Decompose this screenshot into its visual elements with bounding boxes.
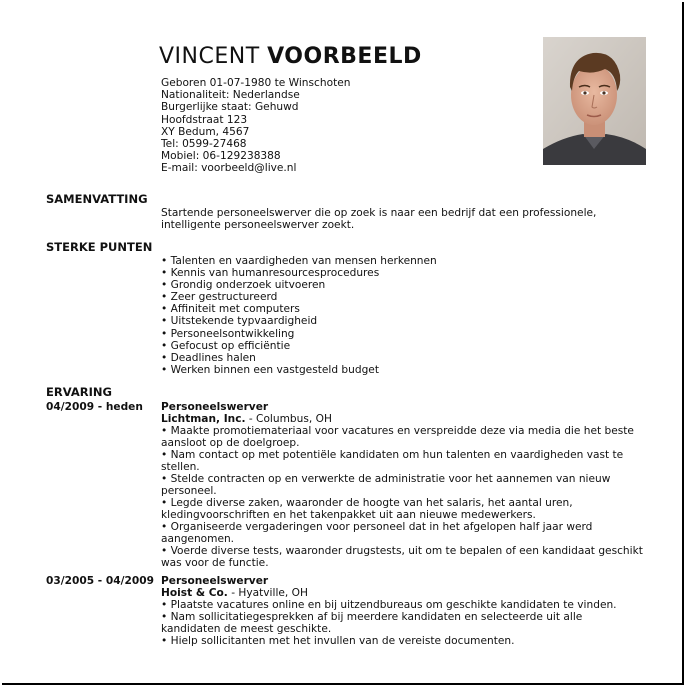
contact-street: Hoofdstraat 123 [161,113,248,126]
job-title: Personeelswerver [161,575,269,587]
job-line: • Nam sollicitatiegesprekken af bij meerdere kandidaten en selecteerde uit alle [161,611,583,623]
job-1 [161,401,643,569]
job-line: • Stelde contracten op en verwerkte de administratie voor het aannemen van nieuw [161,473,611,485]
company-location: - Columbus, OH [245,413,332,425]
list-item: • Affiniteit met computers [161,303,300,316]
contact-email: E-mail: voorbeeld@live.nl [161,162,297,175]
job-line: • Nam contact op met potentiële kandidaten om hun talenten en vaardigheden vast te [161,449,624,461]
job-line: • Voerde diverse tests, waaronder drugstests, uit om te bepalen of een kandidaat geschikt [161,545,643,557]
job-2-date: 03/2005 - 04/2009 [46,575,154,587]
job-line: aangenomen. [161,533,235,545]
summary-line: Startende personeelswerver die op zoek is naar een bedrijf dat een professionele, [161,207,597,219]
company-name: Hoist & Co. [161,587,228,599]
job-line: • Plaatste vacatures online en bij uitzendbureaus om geschikte kandidaten te vinden. [161,599,617,611]
list-item: • Uitstekende typvaardigheid [161,315,318,328]
strengths-heading: STERKE PUNTEN [46,240,153,254]
list-item: • Kennis van humanresourcesprocedures [161,267,380,280]
list-item: • Zeer gestructureerd [161,291,278,304]
strengths-list [161,255,437,376]
list-item: • Gefocust op efficiëntie [161,339,291,352]
last-name: VOORBEELD [267,44,422,69]
job-line: • Maakte promotiemateriaal voor vacatures en verspreidde deze via media die het beste [161,425,634,437]
summary-heading: SAMENVATTING [46,192,148,206]
job-1-date: 04/2009 - heden [46,401,143,413]
list-item: • Personeelsontwikkeling [161,327,295,340]
summary-line: intelligente personeelswerver zoekt. [161,219,355,232]
candidate-name [159,44,422,69]
job-line: • Organiseerde vergaderingen voor personeel dat in het afgelopen half jaar werd [161,521,593,533]
job-line: was voor de functie. [161,557,269,569]
job-employer [161,413,643,425]
contact-marital-status: Burgerlijke staat: Gehuwd [161,101,299,114]
contact-info [161,77,350,175]
first-name: VINCENT [159,44,260,69]
summary-text [161,207,596,231]
job-line: kandidaten de meest geschikte. [161,623,332,635]
list-item: • Grondig onderzoek uitvoeren [161,279,326,292]
job-line: aansloot op de doelgroep. [161,437,300,449]
job-employer [161,587,617,599]
contact-city: XY Bedum, 4567 [161,125,250,138]
contact-phone: Tel: 0599-27468 [161,138,247,151]
experience-heading: ERVARING [46,385,112,399]
job-line: stellen. [161,461,200,473]
job-line: personeel. [161,485,217,497]
list-item: • Deadlines halen [161,351,256,364]
resume-page [2,2,684,685]
job-line: • Hielp sollicitanten met het invullen van de vereiste documenten. [161,635,515,647]
company-name: Lichtman, Inc. [161,413,246,425]
job-line: kledingvoorschriften en het takenpakket uit aan nieuwe medewerkers. [161,509,536,521]
list-item: • Werken binnen een vastgesteld budget [161,363,379,376]
company-location: - Hyatville, OH [227,587,308,599]
list-item: • Talenten en vaardigheden van mensen herkennen [161,255,437,267]
profile-photo [543,37,646,165]
contact-birth: Geboren 01-07-1980 te Winschoten [161,77,351,89]
contact-mobile: Mobiel: 06-129238388 [161,150,281,163]
job-line: • Legde diverse zaken, waaronder de hoogte van het salaris, het aantal uren, [161,497,573,509]
job-2 [161,575,617,647]
contact-nationality: Nationaliteit: Nederlandse [161,89,300,102]
job-title: Personeelswerver [161,401,269,413]
